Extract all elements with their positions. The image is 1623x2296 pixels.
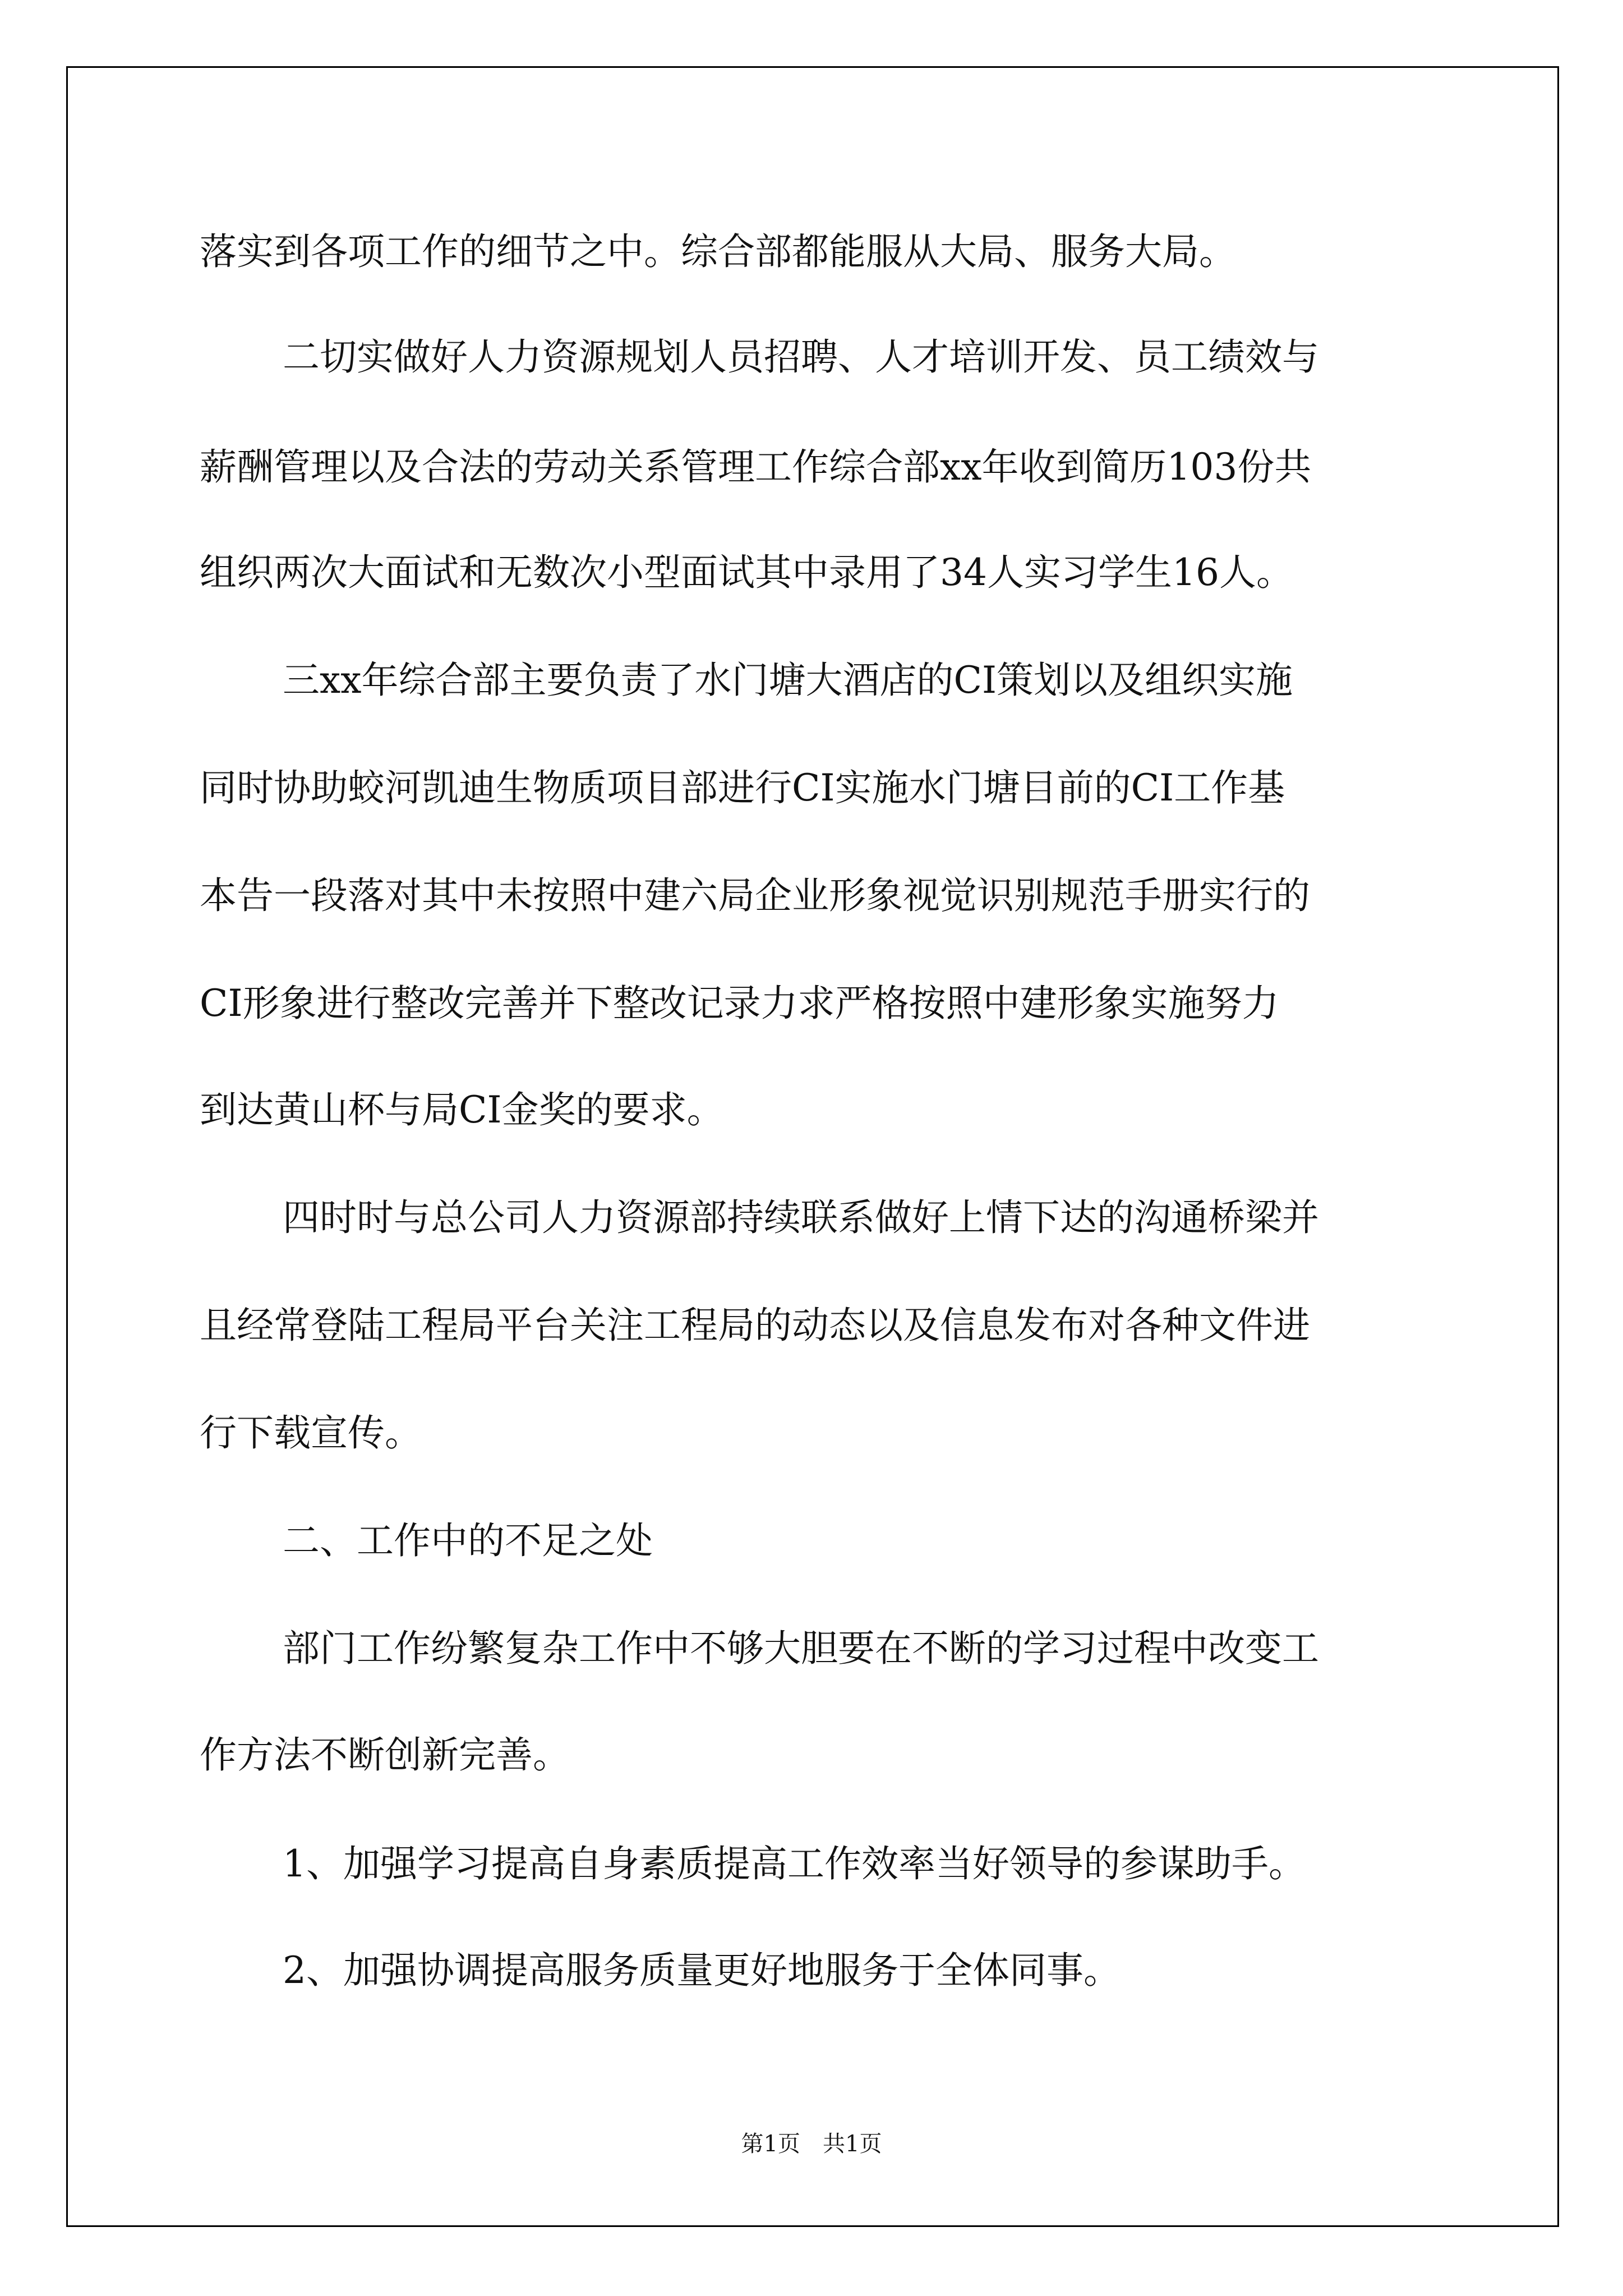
body-line: 行下载宣传。	[200, 1411, 422, 1455]
body-line: 四时时与总公司人力资源部持续联系做好上情下达的沟通桥梁并	[283, 1196, 1319, 1239]
body-line: 落实到各项工作的细节之中。综合部都能服从大局、服务大局。	[200, 230, 1236, 273]
body-line: 同时协助蛟河凯迪生物质项目部进行CI实施水门塘目前的CI工作基	[200, 766, 1285, 809]
list-item: 2、加强协调提高服务质量更好地服务于全体同事。	[283, 1949, 1121, 1992]
list-item: 1、加强学习提高自身素质提高工作效率当好领导的参谋助手。	[283, 1842, 1306, 1885]
page-total: 共1页	[823, 2131, 882, 2157]
page-border	[66, 66, 1559, 2227]
body-line: 部门工作纷繁复杂工作中不够大胆要在不断的学习过程中改变工	[283, 1627, 1319, 1670]
page-footer	[0, 2133, 1623, 2155]
body-line: 薪酬管理以及合法的劳动关系管理工作综合部xx年收到简历103份共	[200, 445, 1312, 489]
body-line: 到达黄山杯与局CI金奖的要求。	[200, 1088, 724, 1131]
body-line: CI形象进行整改完善并下整改记录力求严格按照中建形象实施努力	[200, 982, 1279, 1025]
body-line: 且经常登陆工程局平台关注工程局的动态以及信息发布对各种文件进	[200, 1304, 1310, 1347]
body-line: 作方法不断创新完善。	[200, 1733, 570, 1777]
body-line: 组织两次大面试和无数次小型面试其中录用了34人实习学生16人。	[200, 551, 1293, 594]
body-line: 本告一段落对其中未按照中建六局企业形象视觉识别规范手册实行的	[200, 874, 1310, 917]
body-line: 二切实做好人力资源规划人员招聘、人才培训开发、员工绩效与	[283, 335, 1319, 379]
page-number: 第1页	[741, 2131, 800, 2157]
body-line: 三xx年综合部主要负责了水门塘大酒店的CI策划以及组织实施	[283, 659, 1293, 702]
section-heading: 二、工作中的不足之处	[283, 1519, 653, 1562]
